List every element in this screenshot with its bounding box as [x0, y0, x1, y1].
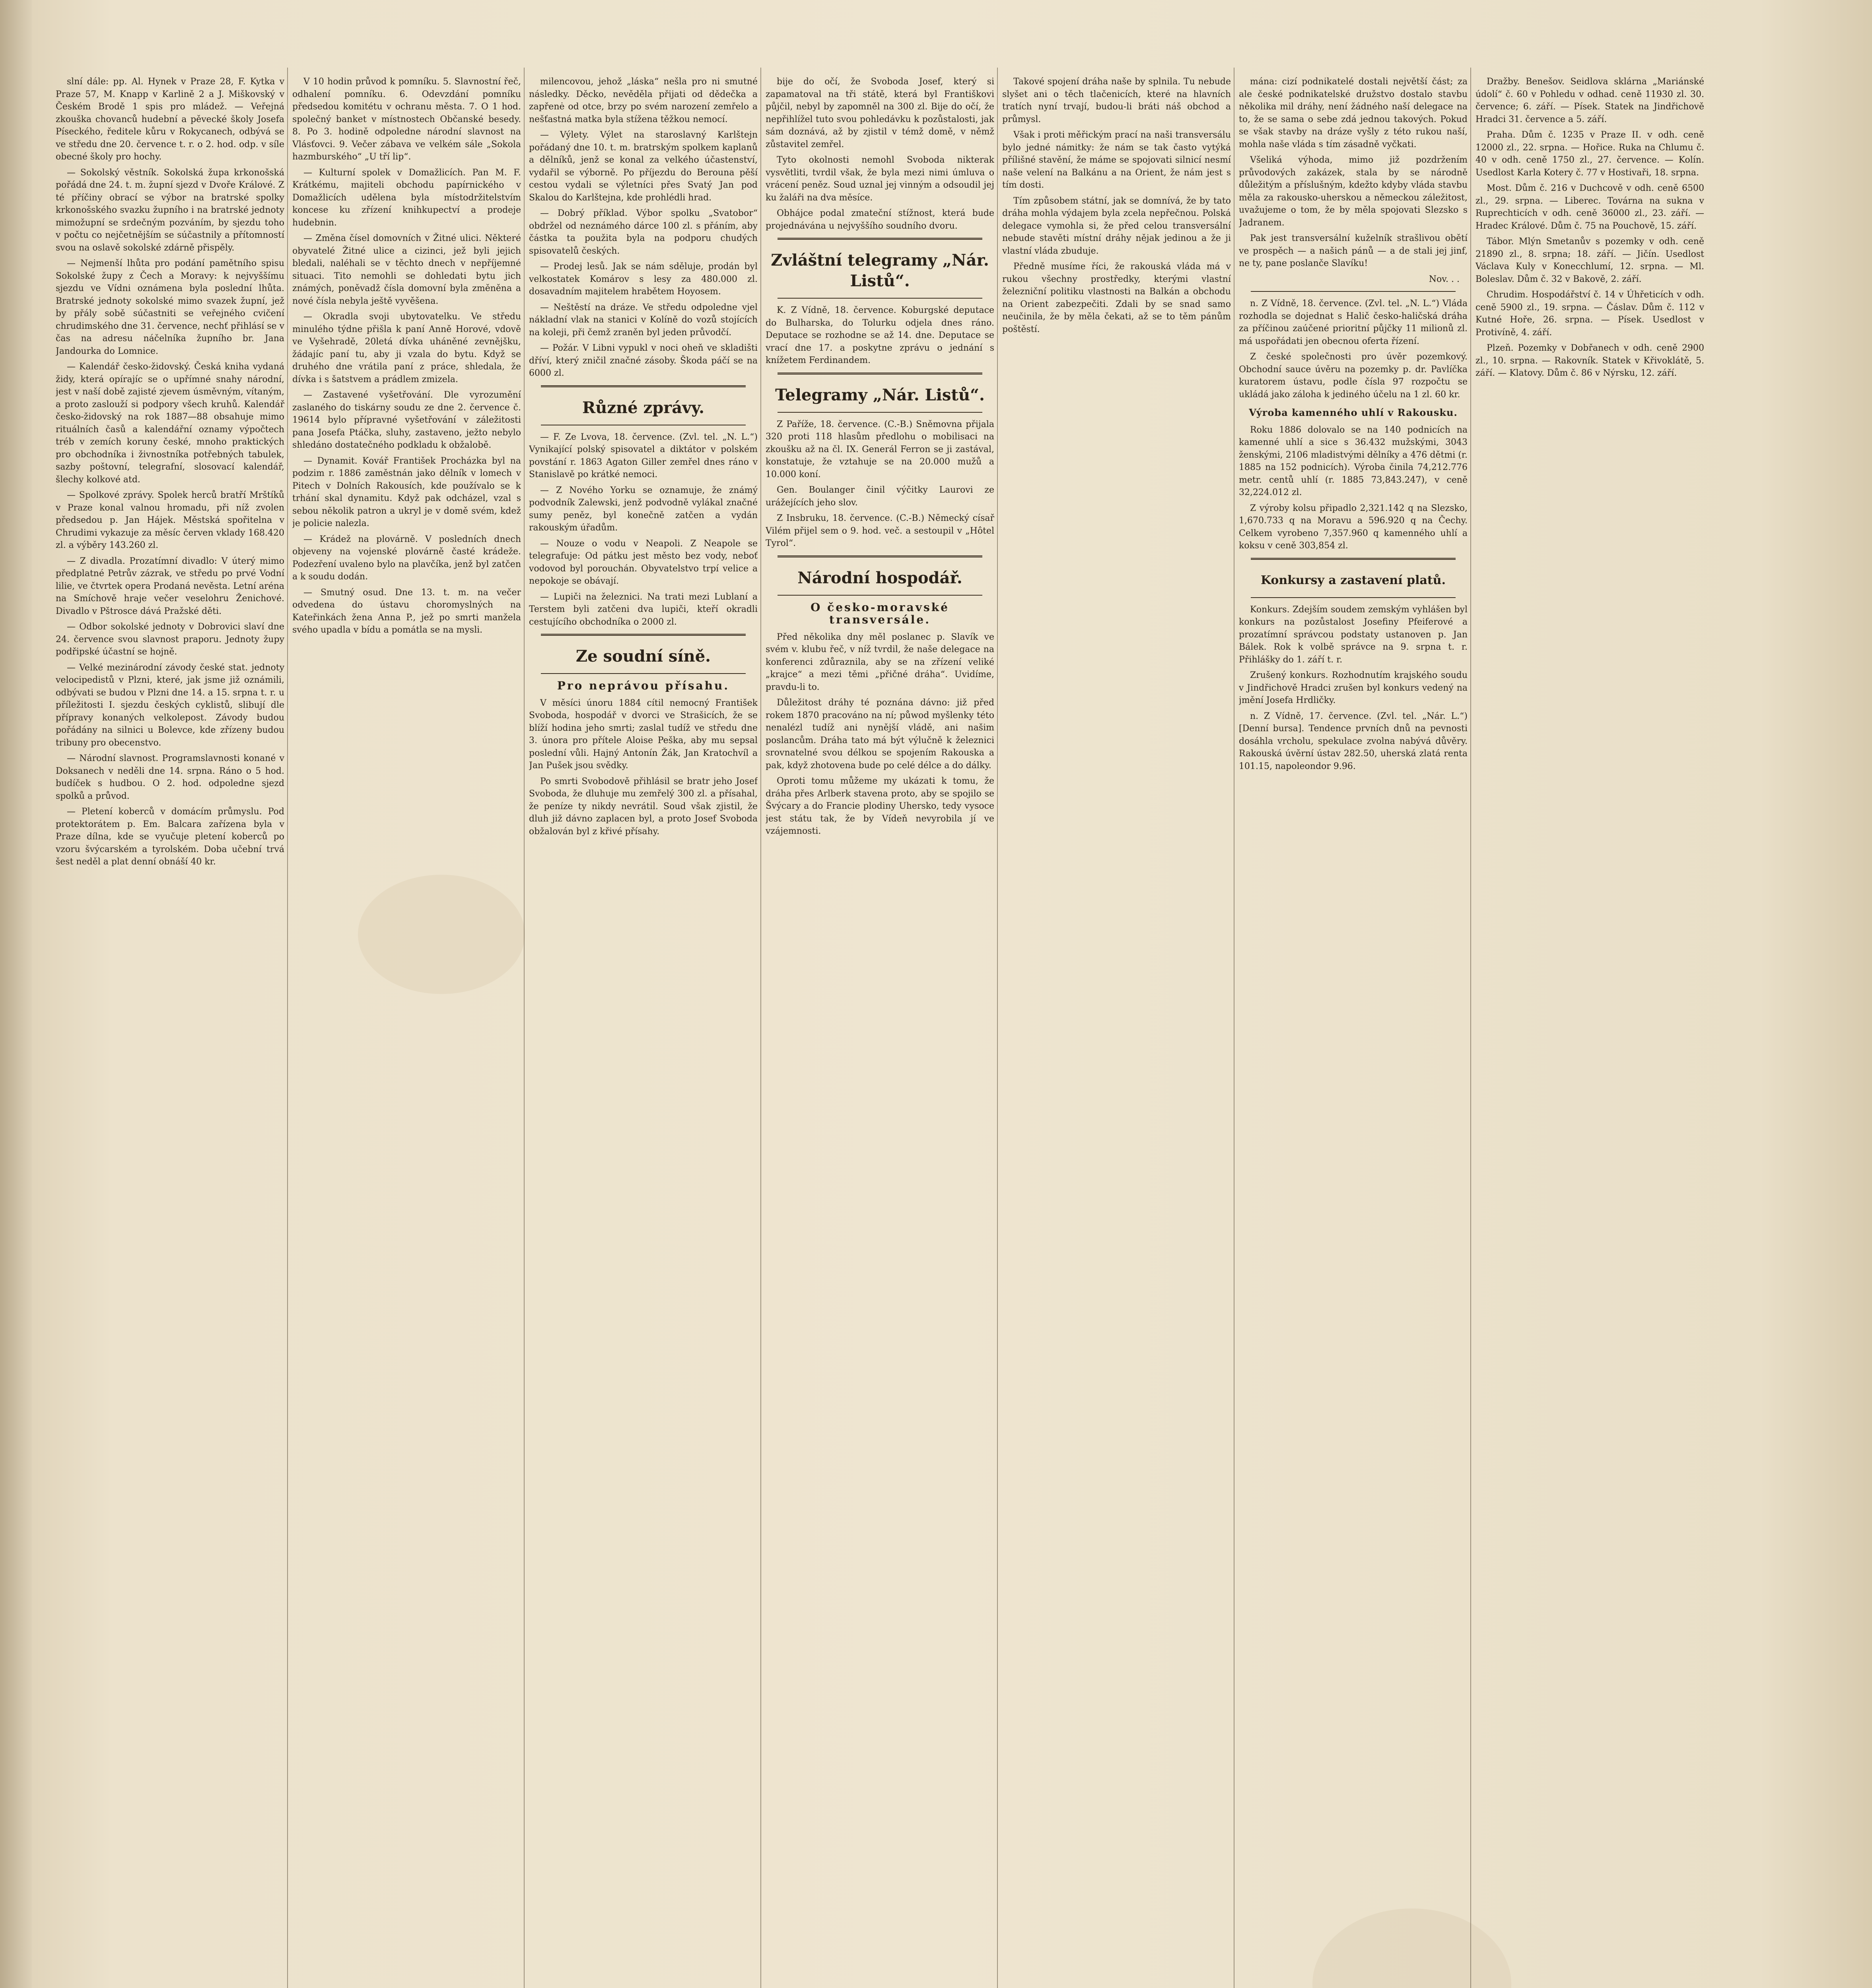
article-paragraph: — Odbor sokolské jednoty v Dobrovici slaví dne 24. července svou slavnost praporu. Jednoty župy podřipské účastní se hojně.	[56, 622, 284, 657]
article-paragraph: — F. Ze Lvova, 18. července. (Zvl. tel. „N. L.“) Vynikající polský spisovatel a diktátor v polském povstání r. 1863 Agaton Giller zemřel dnes ráno v Stanislavě po krátké nemoci.	[529, 432, 758, 480]
article-paragraph: — Národní slavnost. Programslavnosti konané v Doksanech v neděli dne 14. srpna. Ráno o 5 hod. budíček s hudbou. O 2. hod. odpoledne sjezd spolků a průvod.	[56, 753, 284, 801]
column-2	[292, 76, 521, 1988]
article-paragraph: — Pletení koberců v domácím průmyslu. Pod protektorátem p. Em. Balcara zařízena byla v Praze dílna, kde se vyučuje pletení koberců po vzoru švýcarském a tyrolském. Doba učební trvá šest neděl a plat denní obnáší 40 kr.	[56, 807, 284, 867]
article-paragraph: K. Z Vídně, 18. července. Koburgské deputace do Bulharska, do Tolurku odjela dnes ráno. Deputace se rozhodne se až 14. dne. Deputace se vrací dne 17. a poskytne zprávu o jednání s knížetem Ferdinandem.	[766, 305, 994, 365]
article-paragraph: V měsíci únoru 1884 cítil nemocný František Svoboda, hospodář v dvorci ve Strašicích, že se blíží hodina jeho smrti; zaslal tudíž ve středu dne 3. února pro přítele Aloise Peška, aby mu sepsal poslední vůli. Hajný Antonín Žák, Jan Kratochvíl a Jan Pušek jsou svědky.	[529, 698, 758, 771]
article-paragraph: Pak jest transversální kuželník strašlivou obětí ve prospěch — a našich pánů — a de stali jej jinf, ne ty, pane poslanče Slavíku!	[1239, 233, 1468, 268]
section-title-zvlastni-telegramy: Zvláštní telegramy „Nár. Listů“.	[771, 251, 989, 290]
article-paragraph: Tábor. Mlýn Smetanův s pozemky v odh. ceně 21890 zl., 8. srpna; 18. září. — Jičín. Usedlost Václava Kuly v Konecchlumí, 12. srpna. — Ml. Boleslav. Dům č. 32 v Bakově, 2. září.	[1475, 237, 1704, 284]
article-paragraph: Důležitost dráhy té poznána dávno: již před rokem 1870 pracováno na ní; půwod myšlenky této nenalézl tudíž ani nynější vládě, ani našim poslancům. Dráha tato má být výlučně k železnici srovnatelné svou délkou se spojením Rakouska a pak, když zhotovena bude po celé délce a do dálky.	[766, 698, 994, 771]
column-rule	[1470, 68, 1471, 1988]
article-paragraph: Z Insbruku, 18. července. (C.-B.) Německý císař Vilém přijel sem o 9. hod. več. a sestoupil v „Hôtel Tyrol“.	[766, 513, 994, 548]
column-rule	[524, 68, 525, 1988]
article-paragraph: V 10 hodin průvod k pomníku. 5. Slavnostní řeč, odhalení pomníku. 6. Odevzdání pomníku předsedou komitétu v ochranu města. 7. O 1 hod. společný banket v místnostech Občanské besedy. 8. Po 3. hodině odpoledne národní slavnost na Vlásťovci. 9. Večer zábava ve velkém sále „Sokola hazmburského“ „U tří lip“.	[292, 77, 521, 162]
article-paragraph: Gen. Boulanger činil výčitky Laurovi ze urážejících jeho slov.	[766, 485, 994, 508]
article-paragraph: Tyto okolnosti nemohl Svoboda nikterak vysvětliti, tvrdil však, že byla mezi nimi úmluva o vrácení peněz. Soud uznal jej vinným a odsoudil jej ku žaláři na dva měsíce.	[766, 155, 994, 203]
article-paragraph: Však i proti měřickým prací na naši transversálu bylo jedné námitky: že nám se tak často vytýká přílišné stavění, že máme se spojovati silnicí nesmí naše velení na Balkánu a na Orient, že nám jest s tím dosti.	[1002, 130, 1231, 190]
column-7	[1475, 76, 1704, 1988]
article-paragraph: — Dynamit. Kovář František Procházka byl na podzim r. 1886 zaměstnán jako dělník v lomech v Pitech v Dolních Rakousích, kde používalo se k trhání skal dynamitu. Když pak odcházel, vzal s sebou několik patron a ukryl je v domě svém, kdež je policie nalezla.	[292, 456, 521, 528]
article-paragraph: Oproti tomu můžeme my ukázati k tomu, že dráha přes Arlberk stavena proto, aby se spojilo se Švýcary a do Francie plodiny Uhersko, tedy vysoce jest státu tak, že by Vídeň nevyrobila jí ve vzájemnosti.	[766, 776, 994, 836]
article-paragraph: Zrušený konkurs. Rozhodnutím krajského soudu v Jindřichově Hradci zrušen byl konkurs vedený na jmění Josefa Hrdličky.	[1239, 670, 1468, 705]
article-paragraph: — Nejmenší lhůta pro podání pamětního spisu Sokolské župy z Čech a Moravy: k nejvyššímu sjezdu ve Vídni oznámena byla poslední lhůta. Bratrské jednoty sokolské mimo svazek župní, jež by přály sobě súčastniti se veřejného cvičení chrudimského dne 31. července, nechť přihlásí se v čas na adresu náčelníka župního br. Jana Jandourka do Lomnice.	[56, 258, 284, 356]
section-title-ruzne-zpravy: Různé zprávy.	[582, 398, 704, 417]
section-title-narodni-hospodar: Národní hospodář.	[797, 568, 962, 587]
article-paragraph: — Prodej lesů. Jak se nám sděluje, prodán byl velkostatek Komárov s lesy za 480.000 zl. dosavadním majitelem hrabětem Hoyosem.	[529, 262, 758, 297]
article-paragraph: Tím způsobem státní, jak se domnívá, že by tato dráha mohla výdajem byla zcela nepřečnou. Polská delegace vymohla si, že před celou transversální nebude stavěti místní dráhy nějak jedinou a že ji vlastní vláda zbuduje.	[1002, 196, 1231, 256]
section-divider	[541, 385, 746, 387]
column-5	[1002, 76, 1231, 1988]
column-1	[56, 76, 284, 1988]
article-paragraph: — Okradla svoji ubytovatelku. Ve středu minulého týdne přišla k paní Anně Horové, vdově ve Vyšehradě, 20letá dívka uháněné zevnějšku, žádajíc paní tu, aby ji vzala do bytu. Když se druhého dne vrátila paní z práce, shledala, že dívka i s šatstvem a prádlem zmizela.	[292, 312, 521, 384]
article-paragraph: — Změna čísel domovních v Žitné ulici. Některé obyvatelé Žitné ulice a cizinci, jež byli jejich bledali, naléhali se v těchto dnech v nepříjemné situaci. Tito nemohli se dohledati bytu jich známých, poněvadž čísla domovní byla změněna a nové čísla nebyla ještě vyvěšena.	[292, 233, 521, 306]
article-paragraph: Most. Dům č. 216 v Duchcově v odh. ceně 6500 zl., 29. srpna. — Liberec. Továrna na sukna v Ruprechticích v odh. ceně 36000 zl., 23. září. — Hradec Králové. Dům č. 75 na Pouchově, 15. září.	[1475, 183, 1704, 231]
section-divider	[778, 373, 982, 375]
section-divider	[1251, 597, 1456, 598]
article-paragraph: milencovou, jehož „láska“ nešla pro ni smutné následky. Děcko, nevěděla přijati od dědečka a zapřenė od otce, brzy po svém narození zemřelo a nešťastná matka byla stížena těžkou nemocí.	[529, 77, 758, 124]
section-divider	[778, 412, 982, 413]
section-divider	[778, 298, 982, 299]
article-paragraph: — Velké mezinárodní závody české stat. jednoty velocipedistů v Plzni, které, jak jsme již oznámili, odbývati se budou v Plzni dne 14. a 15. srpna t. r. u příležitosti I. sjezdu českých cyklistů, slibují dle přípravy konaných velkolepost. Závody budou pořádány na silnici u Bolevce, kde zřízeny budou tribuny pro obecenstvo.	[56, 662, 284, 748]
article-paragraph: Z Paříže, 18. července. (C.-B.) Sněmovna přijala 320 proti 118 hlasům předlohu o mobilisaci na zkoušku až na čl. IX. Generál Ferron se ji zastával, konstatuje, že vztahuje se na 20.000 mužů a 10.000 koní.	[766, 419, 994, 480]
article-paragraph: bije do očí, že Svoboda Josef, který si zapamatoval na tři státě, která byl Františkovi půjčil, nebyl by zapomněl na 300 zl. Bije do očí, že nepřihlížel tuto svou pohledávku k pozůstalosti, jak sám doznává, až by zjistil v témž domě, v němž zůstavitel zemřel.	[766, 77, 994, 149]
article-paragraph: Plzeň. Pozemky v Dobřanech v odh. ceně 2900 zl., 10. srpna. — Rakovník. Statek v Křivoklátě, 5. září. — Klatovy. Dům č. 86 v Nýrsku, 12. září.	[1475, 343, 1704, 378]
section-divider	[1251, 291, 1456, 292]
column-rule	[287, 68, 288, 1988]
article-paragraph: — Spolkové zprávy. Spolek herců bratří Mrštíků v Praze konal valnou hromadu, při níž zvolen předsedou p. Jan Hájek. Městská spořitelna v Chrudimi vykazuje za měsíc červen vklady 168.420 zl. a výběry 143.260 zl.	[56, 490, 284, 550]
article-subtitle: Výroba kamenného uhlí v Rakousku.	[1249, 407, 1458, 418]
article-paragraph: Z české společnosti pro úvěr pozemkový. Obchodní sauce úvěru na pozemky p. dr. Pavlíčka kuratorem ústavu, podle čísla 97 rozpočtu se ukládá jako záloha k jediného účelu na 1 zl. 60 kr.	[1239, 352, 1468, 400]
section-divider	[778, 238, 982, 240]
article-paragraph: — Neštěstí na dráze. Ve středu odpoledne vjel nákladní vlak na stanici v Kolíně do vozů stojících na koleji, při čemž zraněn byl jeden průvodčí.	[529, 302, 758, 338]
page-fold-shadow	[0, 0, 32, 1988]
article-paragraph: — Výlety. Výlet na staroslavný Karlštejn pořádaný dne 10. t. m. bratrským spolkem kaplanů a dělníků, jenž se konal za velkého účastenství, vydařil se výborně. Po příjezdu do Berouna pěší cestou vydali se výletníci přes Svatý Jan pod Skalou do Karlštejna, kde prohlédli hrad.	[529, 130, 758, 203]
column-rule	[997, 68, 998, 1988]
article-paragraph: Před několika dny měl poslanec p. Slavík ve svém v. klubu řeč, v níž tvrdil, že naše delegace na konferenci zdůraznila, aby se na zřízení veliké „krajce“ a mezi těmi „přičné dráha“. Uvidíme, pravdu-li to.	[766, 632, 994, 692]
article-paragraph: — Lupiči na železnici. Na trati mezi Lublaní a Terstem byli zatčeni dva lupiči, kteří okradli cestujícího obchodníka o 2000 zl.	[529, 592, 758, 627]
article-paragraph: Všeliká výhoda, mimo již pozdržením průvodových zakázek, stala by se národně důležitým a příslušným, kdežto kdyby vláda stavbu měla za rakousko-uherskou a německou záležitost, uvažujeme o tom, že by měla spojovati Slezsko s Jadranem.	[1239, 155, 1468, 228]
article-signature: Nov. . .	[1429, 274, 1460, 284]
column-6	[1239, 76, 1468, 1988]
article-paragraph: mána: cizí podnikatelé dostali největší část; za ale české podnikatelské družstvo dostalo stavbu několika mil dráhy, není žádného naší delegace na to, že se sama o sebe zdá jednou takových. Pokud se však stavby na dráze vyšly z této rukou naší, mohla naše vláda s tím zásadně vyčkati.	[1239, 77, 1468, 149]
column-rule	[760, 68, 761, 1988]
article-paragraph: — Zastavené vyšetřování. Dle vyrozumění zaslaného do tiskárny soudu ze dne 2. července č. 19614 bylo přípravné vyšetřování v záležitosti pana Josefa Ptáčka, sluhy, zastaveno, ježto nebylo shledáno dostatečného podkladu k obžalobě.	[292, 390, 521, 450]
article-paragraph: — Z Nového Yorku se oznamuje, že známý podvodník Zalewski, jenž podvodně vylákal značné sumy peněz, byl konečně zatčen a vydán rakouským úřadům.	[529, 485, 758, 533]
article-paragraph: — Krádež na plovárně. V posledních dnech objeveny na vojenské plovárně časté krádeže. Podezření uvaleno bylo na plavčíka, jenž byl zatčen a k soudu dodán.	[292, 534, 521, 582]
article-paragraph: n. Z Vídně, 17. července. (Zvl. tel. „Nár. L.“) [Denní bursa]. Tendence prvních dnů na pevnosti dosáhla vrcholu, spekulace zvolna nabývá důvěry. Rakouská úvěrní ústav 282.50, uherská zlatá renta 101.15, napoleondor 9.96.	[1239, 711, 1468, 771]
article-paragraph: Po smrti Svobodově přihlásil se bratr jeho Josef Svoboda, že dluhuje mu zemřelý 300 zl. a přísahal, že peníze ty nikdy nevrátil. Soud však zjistil, že dluh již dávno zaplacen byl, a proto Josef Svoboda obžalován byl z křivé přísahy.	[529, 776, 758, 837]
section-title-konkursy: Konkursy a zastavení platů.	[1260, 573, 1446, 587]
article-paragraph: Roku 1886 dolovalo se na 140 podnicích na kamenné uhlí a sice s 36.432 mužskými, 3043 ženskými, 2106 mladistvými dělníky a 476 dětmi (r. 1885 na 152 podnicích). Výroba činila 74,212.776 metr. centů uhlí (r. 1885 73,843.247), v ceně 32,224.012 zl.	[1239, 425, 1468, 497]
section-divider	[1251, 558, 1456, 560]
article-paragraph: Konkurs. Zdejším soudem zemským vyhlášen byl konkurs na pozůstalost Josefiny Pfeiferové a prozatímní správcou podstaty ustanoven p. Jan Bálek. Rok k volbě správce na 9. srpna t. r. Přihlášky do 1. září t. r.	[1239, 604, 1468, 665]
section-title-telegramy: Telegramy „Nár. Listů“.	[775, 385, 985, 404]
section-divider	[778, 595, 982, 596]
article-paragraph: Praha. Dům č. 1235 v Praze II. v odh. ceně 12000 zl., 22. srpna. — Hořice. Ruka na Chlumu č. 40 v odh. ceně 1750 zl., 27. července. — Kolín. Usedlost Karla Kotery č. 77 v Hostivaři, 18. srpna.	[1475, 130, 1704, 178]
article-paragraph: — Smutný osud. Dne 13. t. m. na večer odvedena do ústavu choromyslných na Kateřinkách žena Anna P., jež po smrti manžela svého upadla v bídu a pomátla se na mysli.	[292, 587, 521, 635]
article-paragraph: slní dále: pp. Al. Hynek v Praze 28, F. Kytka v Praze 57, M. Knapp v Karlině 2 a J. Miškovský v Českém Brodě 1 spis pro mládež. — Veřejná zkouška chovanců hudební a pěvecké školy Josefa Píseckého, ředitele kůru v Rokycanech, odbývá se ve středu dne 20. července t. r. o 2. hod. odp. v síle obecné školy pro hochy.	[56, 77, 284, 162]
article-paragraph: — Sokolský věstník. Sokolská župa krkonošská pořádá dne 24. t. m. župní sjezd v Dvoře Králové. Z té příčiny obrací se výbor na bratrské spolky krkonošského svazku župního i na bratrské jednoty mimožupní se srdečným pozváním, by sjezdu toho v počtu co nejčetnějším se súčastnily a přítomností svou na oslavě sokolské zdárně přispěly.	[56, 167, 284, 253]
section-title-soudni-sin: Ze soudní síně.	[575, 647, 711, 666]
article-paragraph: Takové spojení dráha naše by splnila. Tu nebude slyšet ani o těch tlačenicích, které na hlavních tratích nyní trvají, budou-li bráti náš obchod a průmysl.	[1002, 77, 1231, 124]
column-4	[766, 76, 994, 1988]
article-paragraph: — Kalendář česko-židovský. Česká kniha vydaná židy, která opírajíc se o upřímné snahy národní, jest v naší době zajisté zjevem úsměvným, vítaným, a proto zaslouží si podpory všech kruhů. Kalendář česko-židovský na rok 1887—88 obsahuje mimo rituálních časů a kalendářní oznamy výpočtech tréb v zemích koruny české, mnoho praktických pro obchodníka i živnostníka potřebných tabulek, sazby poštovní, telegrafní, slosovací kalendář, šlechy kolkové atd.	[56, 362, 284, 485]
section-divider	[778, 555, 982, 557]
article-paragraph: — Požár. V Libni vypukl v noci oheň ve skladišti dříví, který zničil značné zásoby. Škoda páčí se na 6000 zl.	[529, 343, 758, 378]
section-divider	[541, 673, 746, 674]
article-paragraph: — Z divadla. Prozatímní divadlo: V úterý mimo předplatné Petrův zázrak, ve středu po prvé Vodní lilie, ve čtvrtek opera Prodaná nevěsta. Letní aréna na Smíchově hraje večer veselohru Ženichové. Divadlo v Pštrosce dává Pražské děti.	[56, 556, 284, 616]
article-paragraph: — Nouze o vodu v Neapoli. Z Neapole se telegrafuje: Od pátku jest město bez vody, neboť vodovod byl porouchán. Obyvatelstvo trpí velice a nepokoje se obávají.	[529, 538, 758, 586]
article-paragraph: — Dobrý příklad. Výbor spolku „Svatobor“ obdržel od neznámého dárce 100 zl. s přáním, aby částka ta použita byla na podporu chudých spisovatelů českých.	[529, 208, 758, 256]
article-paragraph: Předně musíme říci, že rakouská vláda má v rukou všechny prostředky, kterými vlastní železniční politiku vlastnosti na Balkán a obchodu na Orient zabezpečiti. Zdali by se snad samo neučinila, že by měla čekati, až se to těm pánům poštěstí.	[1002, 262, 1231, 334]
article-paragraph: Obhájce podal zmateční stížnost, která bude projednávána u nejvyššího soudního dvoru.	[766, 208, 994, 231]
article-paragraph: Dražby. Benešov. Seidlova sklárna „Mariánské údolí“ č. 60 v Pohledu v odhad. ceně 11930 zl. 30. července; 6. září. — Písek. Statek na Jindřichově Hradci 31. července a 5. září.	[1475, 77, 1704, 124]
article-paragraph: Z výroby kolsu připadlo 2,321.142 q na Slezsko, 1,670.733 q na Moravu a 596.920 q na Čechy. Celkem vyrobeno 7,357.960 q kamenného uhlí a koksu v ceně 303,854 zl.	[1239, 503, 1468, 551]
article-subtitle: O česko-moravské transversále.	[811, 600, 949, 626]
section-divider	[541, 634, 746, 636]
column-3	[529, 76, 758, 1988]
article-paragraph: — Kulturní spolek v Domažlicích. Pan M. F. Krátkému, majiteli obchodu papírnického v Domažlicích udělena byla místodržitelstvím koncese ku zřízení knihkupectví a prodeje hudebnin.	[292, 167, 521, 228]
article-paragraph: Chrudim. Hospodářství č. 14 v Úhřeticích v odh. ceně 5900 zl., 19. srpna. — Čáslav. Dům č. 112 v Kutné Hoře, 26. srpna. — Písek. Usedlost v Protivíně, 4. září.	[1475, 290, 1704, 338]
article-subtitle: Pro neprávou přísahu.	[557, 679, 730, 692]
article-paragraph: n. Z Vídně, 18. července. (Zvl. tel. „N. L.“) Vláda rozhodla se dojednat s Halič česko-haličská dráha za příčinou zaúčené prioritní půjčky 11 milionů zl. má uspořádati jen obecnou oferta řízení.	[1239, 299, 1468, 346]
